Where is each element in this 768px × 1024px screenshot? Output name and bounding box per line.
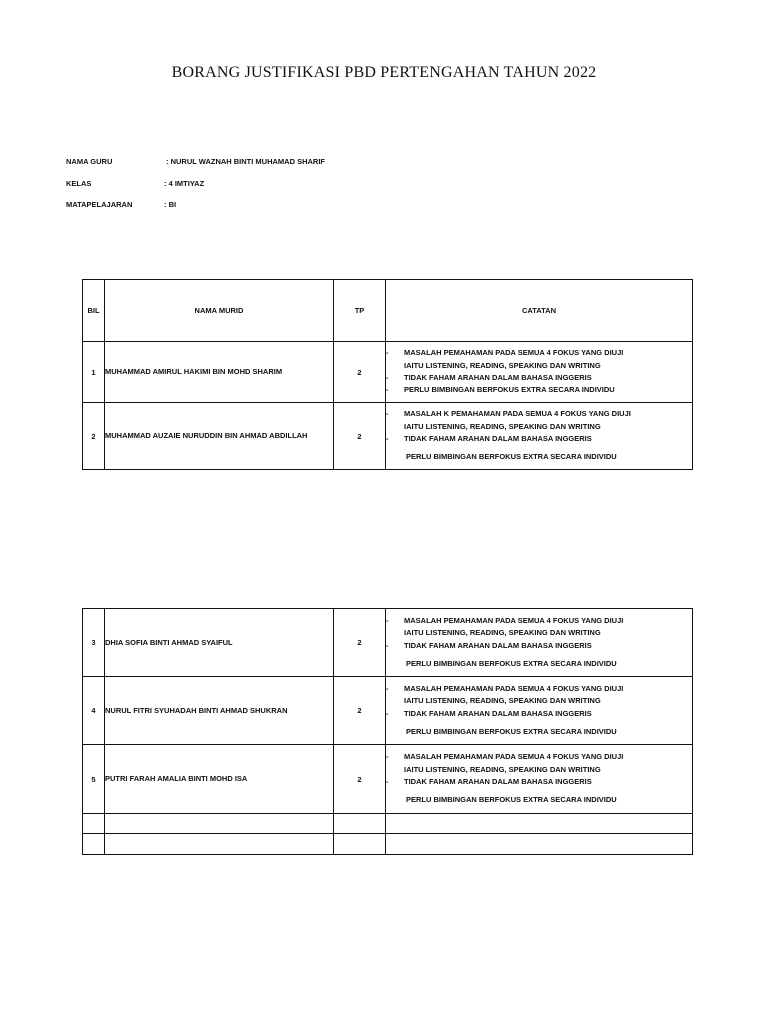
empty-cell — [386, 834, 693, 855]
catatan-point-continued: IAITU LISTENING, READING, SPEAKING DAN WRITING — [404, 696, 601, 706]
guru-label: NAMA GURU — [66, 157, 113, 166]
row-catatan — [386, 342, 693, 403]
catatan-point: MASALAH PEMAHAMAN PADA SEMUA 4 FOKUS YANG DIUJI — [404, 348, 624, 358]
row-tp: 2 — [334, 609, 386, 677]
row-nama-murid: NURUL FITRI SYUHADAH BINTI AHMAD SHUKRAN — [105, 677, 334, 745]
bullet-dash: - — [386, 777, 389, 786]
table-row — [83, 609, 693, 677]
catatan-point: MASALAH K PEMAHAMAN PADA SEMUA 4 FOKUS YANG DIUJI — [404, 409, 631, 419]
student-table-2 — [82, 608, 693, 855]
bullet-dash: - — [386, 385, 389, 395]
header-nama-murid: NAMA MURID — [105, 280, 334, 342]
catatan-point: MASALAH PEMAHAMAN PADA SEMUA 4 FOKUS YANG DIUJI — [404, 683, 624, 693]
catatan-point: PERLU BIMBINGAN BERFOKUS EXTRA SECARA INDIVIDU — [404, 385, 615, 395]
catatan-point-continued: IAITU LISTENING, READING, SPEAKING DAN WRITING — [404, 421, 601, 431]
catatan-point: PERLU BIMBINGAN BERFOKUS EXTRA SECARA INDIVIDU — [406, 795, 617, 805]
empty-cell — [386, 814, 693, 834]
row-tp: 2 — [334, 745, 386, 814]
bullet-dash: - — [386, 434, 389, 443]
document-title: BORANG JUSTIFIKASI PBD PERTENGAHAN TAHUN 2022 — [171, 64, 597, 81]
bullet-dash: - — [386, 683, 389, 693]
student-table-1 — [82, 279, 693, 470]
empty-cell — [105, 814, 334, 834]
bullet-dash: - — [386, 373, 389, 382]
guru-value: : NURUL WAZNAH BINTI MUHAMAD SHARIF — [166, 157, 326, 166]
catatan-point: TIDAK FAHAM ARAHAN DALAM BAHASA INGGERIS — [404, 434, 592, 443]
row-nama-murid: MUHAMMAD AUZAIE NURUDDIN BIN AHMAD ABDILLAH — [105, 403, 334, 470]
table-row — [83, 677, 693, 745]
header-catatan: CATATAN — [386, 280, 693, 342]
empty-table-row — [83, 834, 693, 855]
catatan-point: TIDAK FAHAM ARAHAN DALAM BAHASA INGGERIS — [404, 373, 592, 382]
row-nama-murid: PUTRI FARAH AMALIA BINTI MOHD ISA — [105, 745, 334, 814]
kelas-label: KELAS — [66, 179, 92, 188]
catatan-point: TIDAK FAHAM ARAHAN DALAM BAHASA INGGERIS — [404, 708, 592, 718]
matapelajaran-label: MATAPELAJARAN — [66, 200, 133, 209]
bullet-dash: - — [386, 348, 389, 358]
table-row — [83, 342, 693, 403]
catatan-point: MASALAH PEMAHAMAN PADA SEMUA 4 FOKUS YANG DIUJI — [404, 752, 624, 762]
row-bil: 3 — [83, 609, 105, 677]
row-catatan — [386, 609, 693, 677]
matapelajaran-value: : BI — [164, 200, 177, 209]
table-row — [83, 403, 693, 470]
row-bil: 5 — [83, 745, 105, 814]
catatan-point-continued: IAITU LISTENING, READING, SPEAKING DAN WRITING — [404, 628, 601, 638]
row-catatan — [386, 403, 693, 470]
catatan-point: MASALAH PEMAHAMAN PADA SEMUA 4 FOKUS YANG DIUJI — [404, 615, 624, 625]
row-catatan — [386, 677, 693, 745]
row-bil: 4 — [83, 677, 105, 745]
row-tp: 2 — [334, 342, 386, 403]
row-tp: 2 — [334, 403, 386, 470]
catatan-point-continued: IAITU LISTENING, READING, SPEAKING DAN WRITING — [404, 360, 601, 370]
empty-cell — [334, 834, 386, 855]
table-header-row — [83, 280, 693, 342]
empty-table-row — [83, 814, 693, 834]
row-bil: 2 — [83, 403, 105, 470]
header-bil: BIL — [83, 280, 105, 342]
bullet-dash: - — [386, 640, 389, 650]
table-row — [83, 745, 693, 814]
empty-cell — [105, 834, 334, 855]
bullet-dash: - — [386, 752, 389, 762]
row-tp: 2 — [334, 677, 386, 745]
catatan-point: PERLU BIMBINGAN BERFOKUS EXTRA SECARA INDIVIDU — [406, 726, 617, 736]
bullet-dash: - — [386, 409, 389, 419]
empty-cell — [334, 814, 386, 834]
row-bil: 1 — [83, 342, 105, 403]
kelas-value: : 4 IMTIYAZ — [164, 179, 205, 188]
catatan-point: PERLU BIMBINGAN BERFOKUS EXTRA SECARA INDIVIDU — [406, 658, 617, 668]
row-nama-murid: DHIA SOFIA BINTI AHMAD SYAIFUL — [105, 609, 334, 677]
catatan-point-continued: IAITU LISTENING, READING, SPEAKING DAN WRITING — [404, 764, 601, 774]
header-tp: TP — [334, 280, 386, 342]
empty-cell — [83, 834, 105, 855]
catatan-point: PERLU BIMBINGAN BERFOKUS EXTRA SECARA INDIVIDU — [406, 452, 617, 462]
catatan-point: TIDAK FAHAM ARAHAN DALAM BAHASA INGGERIS — [404, 640, 592, 650]
row-nama-murid: MUHAMMAD AMIRUL HAKIMI BIN MOHD SHARIM — [105, 342, 334, 403]
empty-cell — [83, 814, 105, 834]
row-catatan — [386, 745, 693, 814]
bullet-dash: - — [386, 708, 389, 718]
catatan-point: TIDAK FAHAM ARAHAN DALAM BAHASA INGGERIS — [404, 777, 592, 786]
bullet-dash: - — [386, 615, 389, 625]
